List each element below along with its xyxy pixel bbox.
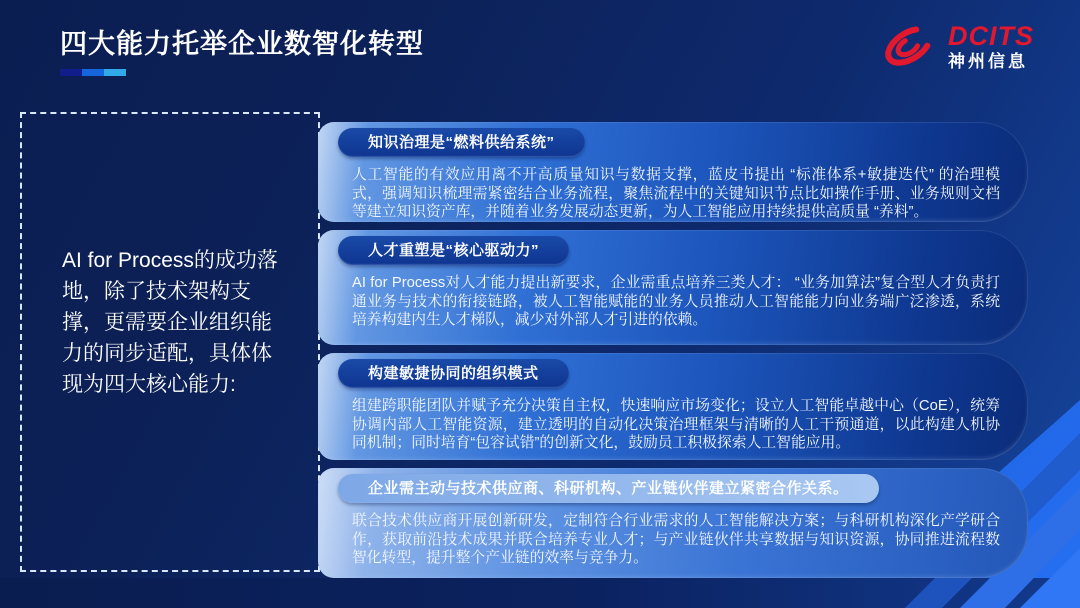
- page-title: 四大能力托举企业数智化转型: [60, 29, 424, 59]
- brand-logo-text: [948, 20, 1034, 71]
- dcits-swoosh-icon: [878, 20, 940, 72]
- card-body-text: 联合技术供应商开展创新研发，定制符合行业需求的人工智能解决方案；与科研机构深化产学研合作，获取前沿技术成果并联合培养专业人才；与产业链伙伴共享数据与知识资源，协同推进流程数智化转型，提升整个产业链的效率与竞争力。: [352, 513, 1000, 566]
- intro-text: AI for Process的成功落地，除了技术架构支撑，更需要企业组织能力的同步适配，具体体现为四大核心能力:: [62, 248, 278, 396]
- underline-segment: [60, 69, 82, 76]
- capability-cards: [318, 122, 1028, 578]
- card-header-pill: [338, 359, 569, 388]
- card-body-text: 组建跨职能团队并赋予充分决策自主权，快速响应市场变化；设立人工智能卓越中心（CoE），统筹协调内部人工智能资源，建立透明的自动化决策治理框架与清晰的人工干预通道，以此构建人机协同机制；同时培育“包容试错”的创新文化，鼓励员工积极探索人工智能应用。: [352, 398, 1000, 451]
- capability-card-talent: [318, 230, 1028, 345]
- card-body-text: AI for Process对人才能力提出新要求，企业需重点培养三类人才： “业务加算法”复合型人才负责打通业务与技术的衔接链路，被人工智能赋能的业务人员推动人工智能能力向业务端广泛渗透，系统培养构建内生人才梯队，减少对外部人才引进的依赖。: [352, 275, 1000, 328]
- card-header-pill: [338, 474, 879, 503]
- card-header-label: 人才重塑是“核心驱动力”: [368, 242, 540, 259]
- card-header-label: 企业需主动与技术供应商、科研机构、产业链伙伴建立紧密合作关系。: [368, 480, 849, 497]
- capability-card-knowledge: [318, 122, 1028, 222]
- title-underline: [60, 69, 126, 76]
- card-body-text: 人工智能的有效应用离不开高质量知识与数据支撑，蓝皮书提出 “标准体系+敏捷迭代” 的治理模式，强调知识梳理需紧密结合业务流程，聚焦流程中的关键知识节点比如操作手册、业务规则文档等建立知识资产库，并随着业务发展动态更新，为人工智能应用持续提供高质量 “养料”。: [352, 167, 1000, 220]
- brand-name: DCITS: [948, 20, 1034, 51]
- brand-name-cn: 神州信息: [948, 51, 1028, 71]
- capability-card-ecosystem: [318, 468, 1028, 578]
- card-header-pill: [338, 128, 585, 157]
- card-header-label: 知识治理是“燃料供给系统”: [368, 134, 555, 151]
- brand-logo: [878, 20, 1034, 72]
- capability-card-organization: [318, 353, 1028, 460]
- slide-header: [60, 24, 424, 76]
- underline-segment: [82, 69, 104, 76]
- card-header-label: 构建敏捷协同的组织模式: [368, 365, 539, 382]
- underline-segment: [104, 69, 126, 76]
- card-header-pill: [338, 236, 569, 265]
- intro-box: [20, 112, 320, 572]
